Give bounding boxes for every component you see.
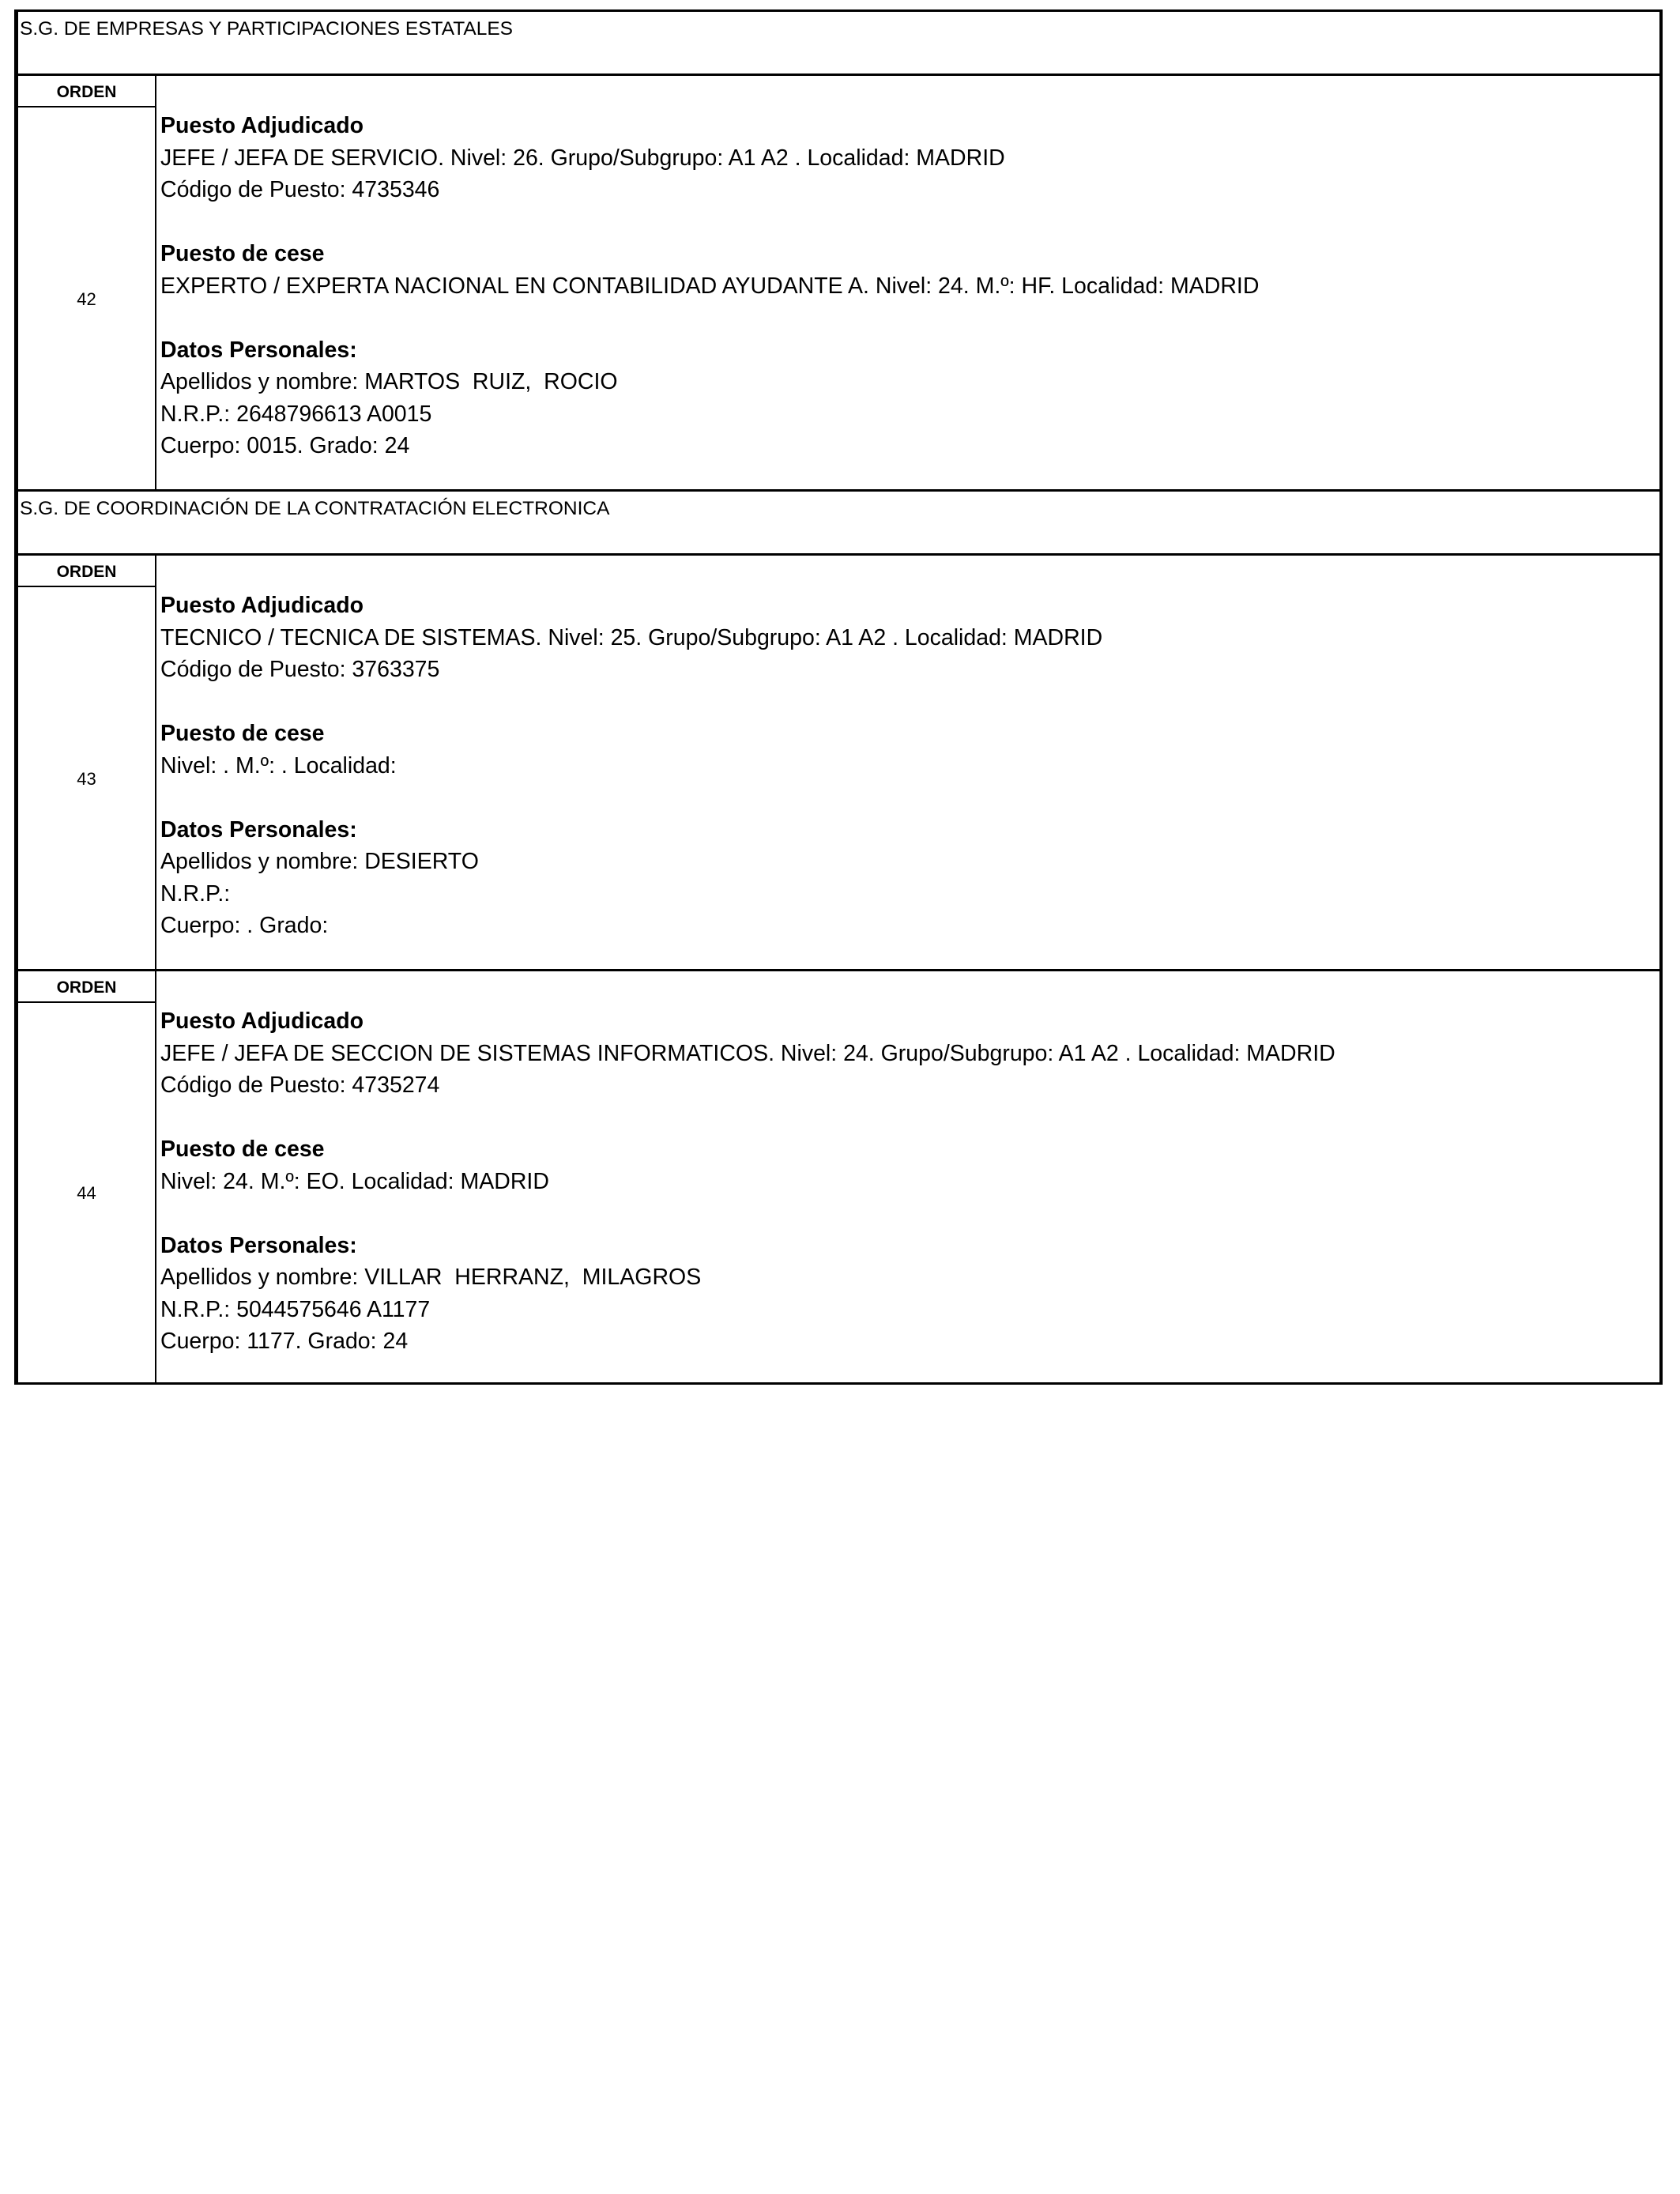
apellidos-nombre: Apellidos y nombre: VILLAR HERRANZ, MILAGROS — [160, 1265, 702, 1290]
codigo-puesto: Código de Puesto: 3763375 — [160, 657, 440, 682]
orden-label: ORDEN — [18, 971, 155, 1003]
cese-description: EXPERTO / EXPERTA NACIONAL EN CONTABILIDAD AYUDANTE A. Nivel: 24. M.º: HF. Localidad: MADRID — [160, 273, 1260, 299]
spacer — [160, 206, 1659, 239]
spacer — [160, 782, 1659, 814]
cese-heading: Puesto de cese — [160, 1137, 325, 1162]
adjudicado-description: TECNICO / TECNICA DE SISTEMAS. Nivel: 25. Grupo/Subgrupo: A1 A2 . Localidad: MADRID — [160, 624, 1103, 650]
table-row — [14, 969, 1663, 1385]
entry-details — [156, 971, 1659, 1382]
spacer — [160, 1102, 1659, 1134]
apellidos-nombre: Apellidos y nombre: DESIERTO — [160, 849, 479, 874]
cuerpo-grado: Cuerpo: 1177. Grado: 24 — [160, 1329, 409, 1354]
entry-details — [156, 556, 1659, 969]
orden-number: 44 — [77, 1183, 96, 1203]
cese-heading: Puesto de cese — [160, 241, 325, 266]
personales-heading: Datos Personales: — [160, 816, 357, 843]
table-row — [14, 74, 1663, 489]
cese-description: Nivel: 24. M.º: EO. Localidad: MADRID — [160, 1168, 549, 1194]
adjudicado-heading: Puesto Adjudicado — [160, 113, 364, 138]
adjudicado-heading: Puesto Adjudicado — [160, 1008, 364, 1034]
adjudicado-description: JEFE / JEFA DE SERVICIO. Nivel: 26. Grupo/Subgrupo: A1 A2 . Localidad: MADRID — [160, 145, 1005, 171]
nrp: N.R.P.: 5044575646 A1177 — [160, 1296, 431, 1322]
nrp: N.R.P.: 2648796613 A0015 — [160, 401, 432, 427]
adjudicado-description: JEFE / JEFA DE SECCION DE SISTEMAS INFORMATICOS. Nivel: 24. Grupo/Subgrupo: A1 A2 . Localidad: MADRID — [160, 1040, 1335, 1066]
orden-column — [18, 76, 156, 489]
apellidos-nombre: Apellidos y nombre: MARTOS RUIZ, ROCIO — [160, 369, 618, 394]
orden-number: 42 — [77, 288, 96, 309]
codigo-puesto: Código de Puesto: 4735346 — [160, 177, 440, 202]
personales-heading: Datos Personales: — [160, 1232, 357, 1258]
cuerpo-grado: Cuerpo: 0015. Grado: 24 — [160, 433, 410, 458]
orden-column — [18, 971, 156, 1382]
adjudicado-heading: Puesto Adjudicado — [160, 593, 364, 618]
cese-description: Nivel: . M.º: . Localidad: — [160, 752, 397, 778]
cuerpo-grado: Cuerpo: . Grado: — [160, 913, 329, 938]
table-row — [14, 553, 1663, 969]
section-header: S.G. DE COORDINACIÓN DE LA CONTRATACIÓN ELECTRONICA — [14, 489, 1663, 553]
spacer — [160, 302, 1659, 334]
orden-column — [18, 556, 156, 969]
orden-label: ORDEN — [18, 76, 155, 107]
section-header: S.G. DE EMPRESAS Y PARTICIPACIONES ESTATALES — [14, 9, 1663, 74]
entry-details — [156, 76, 1659, 489]
spacer — [160, 686, 1659, 718]
spacer — [160, 1197, 1659, 1230]
codigo-puesto: Código de Puesto: 4735274 — [160, 1072, 440, 1098]
personales-heading: Datos Personales: — [160, 337, 357, 363]
nrp: N.R.P.: — [160, 880, 231, 907]
cese-heading: Puesto de cese — [160, 721, 325, 746]
orden-number: 43 — [77, 768, 96, 789]
orden-label: ORDEN — [18, 556, 155, 587]
resolution-table — [14, 9, 1663, 1385]
